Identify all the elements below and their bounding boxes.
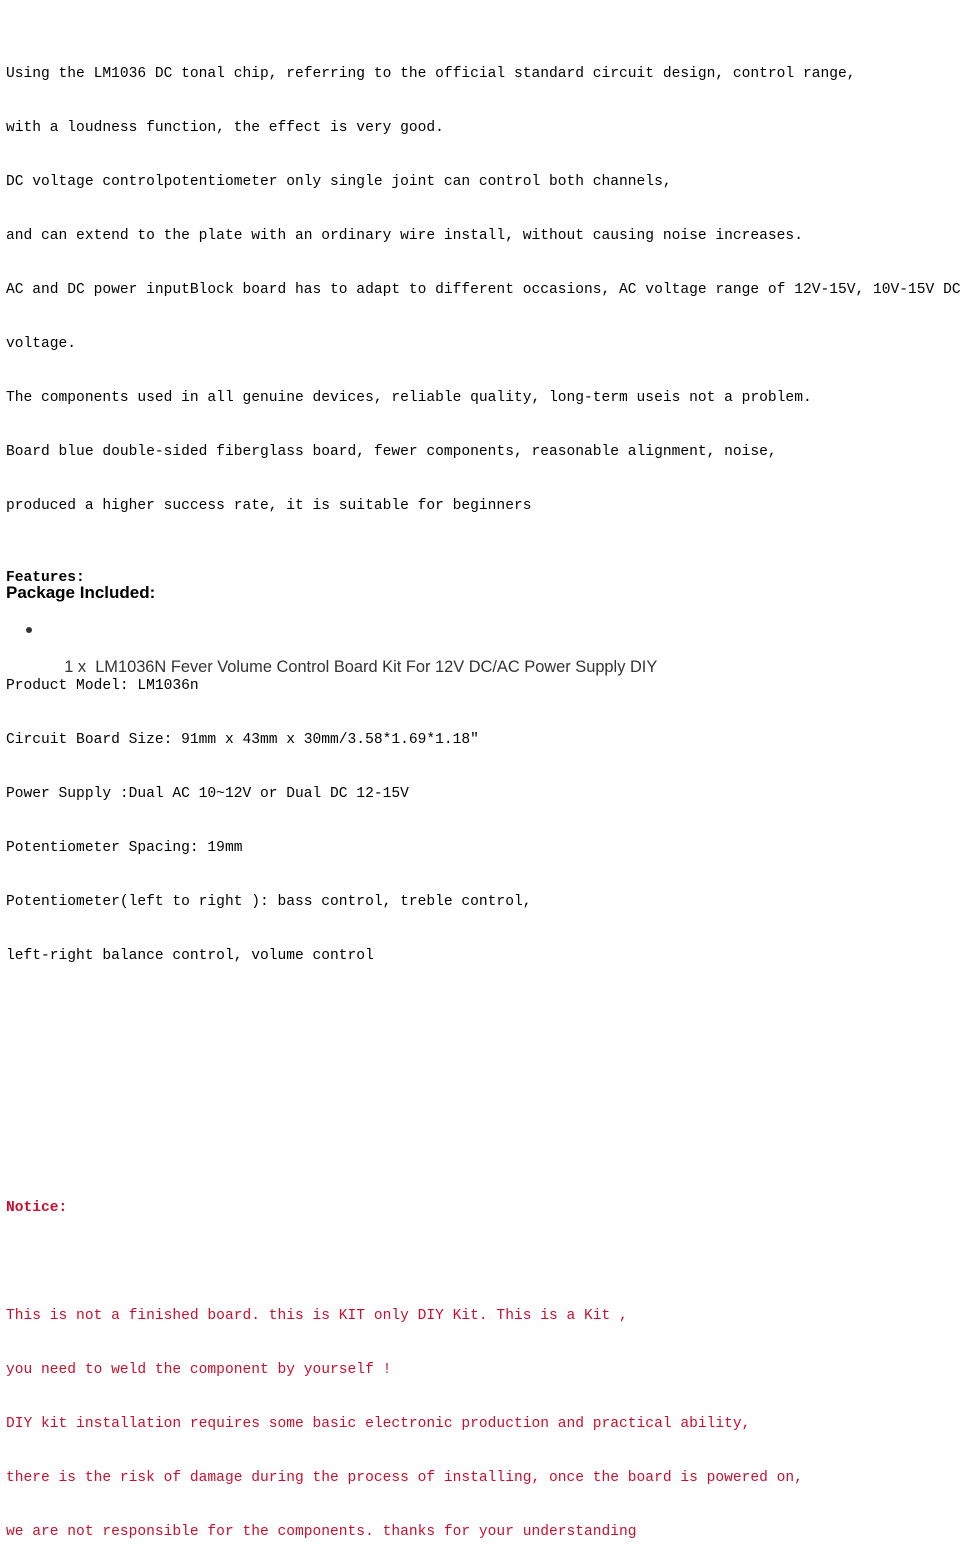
- bullet-icon: [26, 627, 32, 633]
- package-item: [26, 620, 657, 696]
- product-description: [6, 29, 961, 1559]
- feature-line: left-right balance control, volume control: [6, 948, 374, 964]
- description-line: voltage.: [6, 336, 77, 352]
- description-line: Using the LM1036 DC tonal chip, referring to the official standard circuit design, control range,: [6, 66, 856, 82]
- notice-line: This is not a finished board. this is KIT only DIY Kit. This is a Kit ,: [6, 1308, 628, 1324]
- description-line: The components used in all genuine devices, reliable quality, long-term useis not a problem.: [6, 390, 812, 406]
- package-item-label: 1 x LM1036N Fever Volume Control Board Kit For 12V DC/AC Power Supply DIY: [64, 658, 658, 676]
- package-list: [26, 620, 657, 696]
- spacer: [6, 1253, 886, 1271]
- description-line: and can extend to the plate with an ordinary wire install, without causing noise increases.: [6, 228, 803, 244]
- notice-heading: Notice:: [6, 1200, 68, 1216]
- notice-line: you need to weld the component by yourself !: [6, 1362, 392, 1378]
- description-line: DC voltage controlpotentiometer only single joint can control both channels,: [6, 174, 672, 190]
- feature-line: Circuit Board Size: 91mm x 43mm x 30mm/3.58*1.69*1.18": [6, 732, 479, 748]
- spacer: [6, 1127, 886, 1145]
- spacer: [6, 1073, 886, 1091]
- feature-line: Power Supply :Dual AC 10~12V or Dual DC 12-15V: [6, 786, 409, 802]
- notice-line: we are not responsible for the components. thanks for your understanding: [6, 1524, 637, 1540]
- notice-line: there is the risk of damage during the process of installing, once the board is powered on,: [6, 1470, 803, 1486]
- feature-line: Potentiometer(left to right ): bass control, treble control,: [6, 894, 532, 910]
- feature-line: Product Model: LM1036n: [6, 678, 199, 694]
- notice-line: DIY kit installation requires some basic electronic production and practical ability,: [6, 1416, 751, 1432]
- feature-line: Potentiometer Spacing: 19mm: [6, 840, 243, 856]
- features-heading: Features:: [6, 570, 85, 586]
- description-line: with a loudness function, the effect is very good.: [6, 120, 444, 136]
- description-line: produced a higher success rate, it is suitable for beginners: [6, 498, 532, 514]
- description-line: Board blue double-sided fiberglass board, fewer components, reasonable alignment, noise,: [6, 444, 777, 460]
- description-line: AC and DC power inputBlock board has to adapt to different occasions, AC voltage range of 12V-15V, 10V-15V DC: [6, 282, 961, 298]
- spacer: [6, 1019, 886, 1037]
- package-heading: Package Included:: [6, 583, 156, 602]
